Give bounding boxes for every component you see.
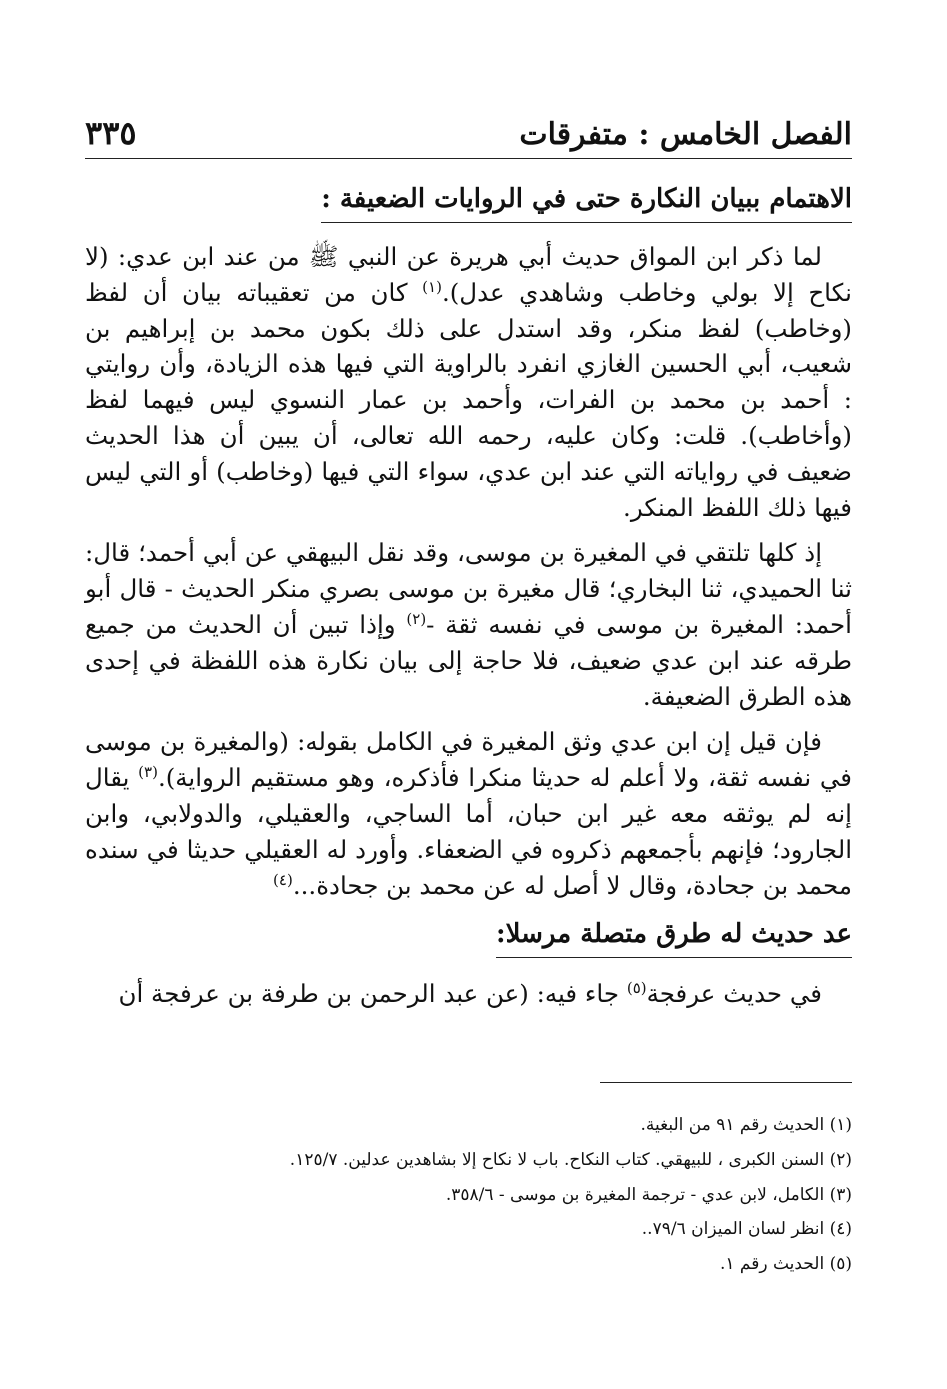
footnote-2: (٢) السنن الكبرى ، للبيهقي. كتاب النكاح. باب لا نكاح إلا بشاهدين عدلين. ١٢٥/٧. (289, 1149, 852, 1170)
paragraph-text: كان من تعقيباته بيان أن لفظ (وخاطب) لفظ منكر، وقد استدل على ذلك بكون محمد بن إبراهيم بن شعيب، أبي الحسين الغازي انفرد بالراوية التي فيها هذه الزيادة، وأن روايتي : أحمد بن محمد بن الفرات، وأحمد بن عمار النسوي ليس فيهما لفظ (وأخاطب). قلت: وكان عليه، رحمه الله تعالى، أن يبين أن هذا الحديث ضعيف في رواياته التي عند ابن عدي، سواء التي فيها (وخاطب) أو التي ليس فيها ذلك اللفظ المنكر. (85, 277, 852, 522)
paragraph-ibn-almawwaq (85, 239, 852, 525)
paragraph-text: فإن قيل إن ابن عدي وثق المغيرة في الكامل بقوله: (والمغيرة بن موسى في نفسه ثقة، ولا أعلم له حديثا منكرا فأذكره، وهو مستقيم الرواية). (85, 727, 852, 793)
main-text (85, 172, 852, 1022)
paragraph-mughira (85, 535, 852, 714)
footnote-ref-1[interactable]: (١) (422, 277, 442, 296)
page-number: ٣٣٥ (85, 114, 137, 152)
footnote-5: (٥) الحديث رقم ١. (719, 1254, 852, 1275)
paragraph-text: في حديث عرفجة (646, 979, 822, 1009)
running-header (85, 100, 852, 159)
footnote-ref-3[interactable]: (٣) (138, 763, 158, 781)
footnotes (85, 1108, 852, 1282)
footnote-1: (١) الحديث رقم ٩١ من البغية. (640, 1115, 852, 1135)
paragraph-text: وإذا تبين أن الحديث من جميع طرقه عند ابن عدي ضعيف، فلا حاجة إلى بيان نكارة هذه اللفظة في إحدى هذه الطرق الضعيفة. (85, 609, 852, 711)
footnote-ref-4[interactable]: (٤) (273, 870, 293, 889)
chapter-title: الفصل الخامس : متفرقات (519, 117, 852, 152)
footnote-ref-5[interactable]: (٥) (626, 979, 647, 998)
paragraph-text: يقال إنه لم يوثقه معه غير ابن حبان، أما الساجي، والعقيلي، والدولابي، وابن الجارود؛ فإنهم بأجمعهم ذكروه في الضعفاء. وأورد له العقيلي حديثا في سنده محمد بن جحادة، وقال لا أصل له عن محمد بن جحادة... (85, 763, 852, 900)
section-heading-mursal: عد حديث له طرق متصلة مرسلا: (496, 915, 852, 958)
footnote-4: (٤) انظر لسان الميزان ٧٩/٦.. (641, 1219, 852, 1240)
paragraph-text: جاء فيه: (عن عبد الرحمن بن طرفة بن عرفجة أن (118, 979, 627, 1009)
section-heading-weak-narrations: الاهتمام ببيان النكارة حتى في الروايات الضعيفة : (321, 180, 852, 223)
paragraph-ibn-adi (85, 724, 852, 903)
paragraph-text: لما ذكر ابن المواق حديث أبي هريرة عن النبي ﷺ من عند ابن عدي: (لا نكاح إلا بولي وخاطب وشاهدي عدل). (85, 242, 852, 307)
footnote-separator (600, 1082, 852, 1083)
paragraph-text: إذ كلها تلتقي في المغيرة بن موسى، وقد نقل البيهقي عن أبي أحمد؛ قال: ثنا الحميدي، ثنا البخاري؛ قال مغيرة بن موسى بصري منكر الحديث - قال أبو أحمد: المغيرة بن موسى في نفسه ثقة - (85, 538, 852, 639)
footnote-3: (٣) الكامل، لابن عدي - ترجمة المغيرة بن موسى - ٣٥٨/٦. (445, 1184, 852, 1205)
paragraph-arfaja (85, 976, 852, 1012)
footnote-ref-2[interactable]: (٢) (406, 609, 427, 628)
